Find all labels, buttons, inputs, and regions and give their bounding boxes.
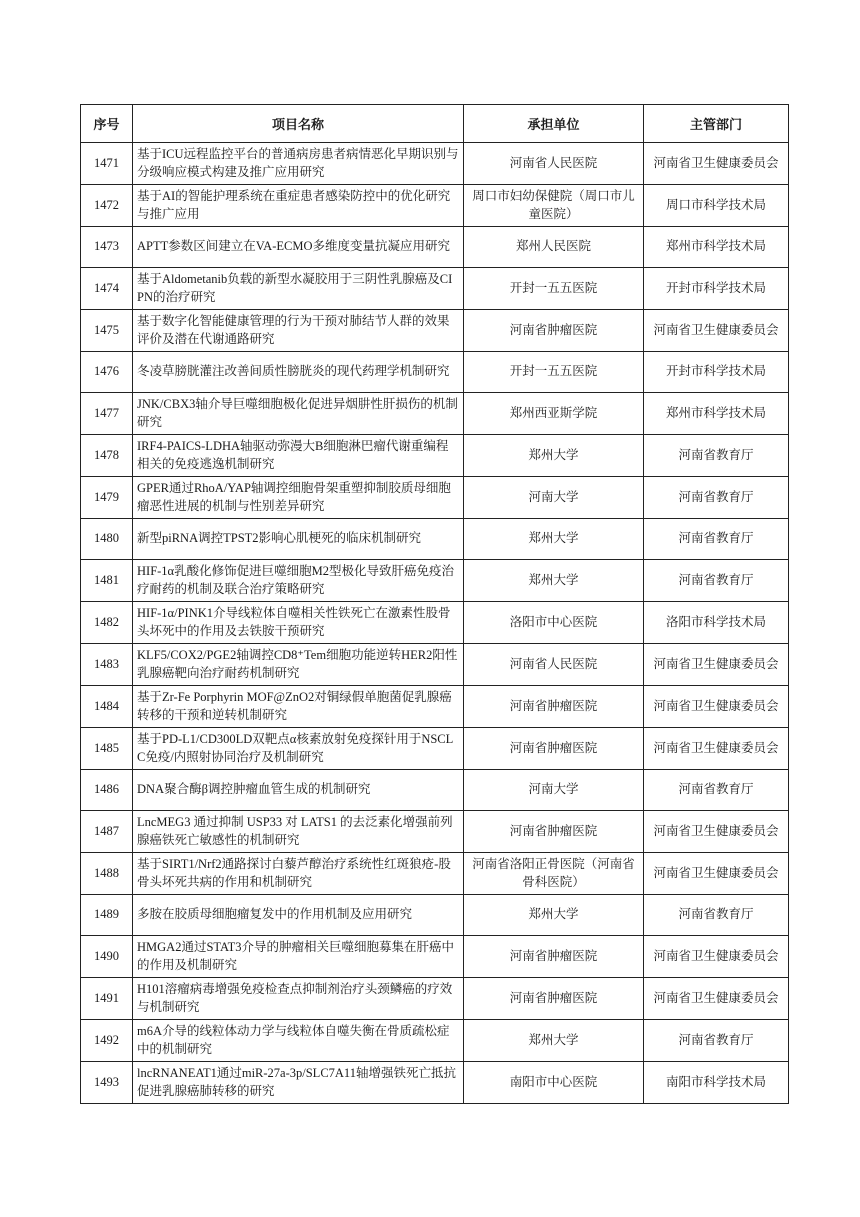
table-row	[81, 477, 789, 519]
cell-index: 1478	[81, 435, 133, 477]
cell-project-name: 基于SIRT1/Nrf2通路探讨白藜芦醇治疗系统性红斑狼疮-股骨头坏死共病的作用和机制研究	[133, 853, 464, 895]
cell-index: 1492	[81, 1020, 133, 1062]
header-row	[81, 105, 789, 143]
cell-project-name: HMGA2通过STAT3介导的肿瘤相关巨噬细胞募集在肝癌中的作用及机制研究	[133, 936, 464, 978]
table-row	[81, 1062, 789, 1104]
cell-project-name: 基于Aldometanib负载的新型水凝胶用于三阴性乳腺癌及CIPN的治疗研究	[133, 268, 464, 310]
table-row	[81, 602, 789, 644]
cell-project-name: 多胺在胶质母细胞瘤复发中的作用机制及应用研究	[133, 895, 464, 936]
cell-project-name: GPER通过RhoA/YAP轴调控细胞骨架重塑抑制胶质母细胞瘤恶性进展的机制与性别差异研究	[133, 477, 464, 519]
projects-table-container	[80, 104, 788, 1104]
cell-project-name: JNK/CBX3轴介导巨噬细胞极化促进异烟肼性肝损伤的机制研究	[133, 393, 464, 435]
cell-index: 1473	[81, 227, 133, 268]
table-row	[81, 978, 789, 1020]
cell-unit: 河南省人民医院	[464, 644, 644, 686]
col-header-department: 主管部门	[644, 105, 789, 143]
cell-index: 1488	[81, 853, 133, 895]
cell-department: 河南省卫生健康委员会	[644, 811, 789, 853]
table-row	[81, 728, 789, 770]
cell-unit: 河南大学	[464, 770, 644, 811]
cell-project-name: HIF-1α乳酸化修饰促进巨噬细胞M2型极化导致肝癌免疫治疗耐药的机制及联合治疗策略研究	[133, 560, 464, 602]
projects-table	[80, 104, 789, 1104]
table-row	[81, 393, 789, 435]
cell-project-name: LncMEG3 通过抑制 USP33 对 LATS1 的去泛素化增强前列腺癌铁死亡敏感性的机制研究	[133, 811, 464, 853]
cell-project-name: HIF-1α/PINK1介导线粒体自噬相关性铁死亡在激素性股骨头坏死中的作用及去铁胺干预研究	[133, 602, 464, 644]
cell-project-name: lncRNANEAT1通过miR-27a-3p/SLC7A11轴增强铁死亡抵抗促进乳腺癌肺转移的研究	[133, 1062, 464, 1104]
cell-project-name: H101溶瘤病毒增强免疫检查点抑制剂治疗头颈鳞癌的疗效与机制研究	[133, 978, 464, 1020]
cell-index: 1483	[81, 644, 133, 686]
cell-index: 1486	[81, 770, 133, 811]
table-row	[81, 560, 789, 602]
cell-department: 洛阳市科学技术局	[644, 602, 789, 644]
cell-index: 1477	[81, 393, 133, 435]
cell-project-name: 基于数字化智能健康管理的行为干预对肺结节人群的效果评价及潜在代谢通路研究	[133, 310, 464, 352]
cell-project-name: APTT参数区间建立在VA-ECMO多维度变量抗凝应用研究	[133, 227, 464, 268]
cell-project-name: 基于Zr-Fe Porphyrin MOF@ZnO2对铜绿假单胞菌促乳腺癌转移的干预和逆转机制研究	[133, 686, 464, 728]
cell-project-name: 基于PD-L1/CD300LD双靶点α核素放射免疫探针用于NSCLC免疫/内照射协同治疗及机制研究	[133, 728, 464, 770]
cell-department: 河南省卫生健康委员会	[644, 728, 789, 770]
cell-department: 南阳市科学技术局	[644, 1062, 789, 1104]
table-row	[81, 895, 789, 936]
col-header-project-name: 项目名称	[133, 105, 464, 143]
cell-unit: 开封一五五医院	[464, 268, 644, 310]
cell-index: 1471	[81, 143, 133, 185]
cell-unit: 南阳市中心医院	[464, 1062, 644, 1104]
table-row	[81, 185, 789, 227]
table-row	[81, 644, 789, 686]
cell-index: 1491	[81, 978, 133, 1020]
cell-unit: 郑州大学	[464, 895, 644, 936]
cell-project-name: IRF4-PAICS-LDHA轴驱动弥漫大B细胞淋巴瘤代谢重编程相关的免疫逃逸机制研究	[133, 435, 464, 477]
cell-department: 河南省教育厅	[644, 519, 789, 560]
cell-index: 1485	[81, 728, 133, 770]
cell-department: 河南省教育厅	[644, 477, 789, 519]
cell-index: 1481	[81, 560, 133, 602]
cell-index: 1490	[81, 936, 133, 978]
cell-unit: 河南省肿瘤医院	[464, 686, 644, 728]
cell-unit: 郑州大学	[464, 1020, 644, 1062]
cell-unit: 河南省肿瘤医院	[464, 978, 644, 1020]
cell-index: 1482	[81, 602, 133, 644]
cell-unit: 开封一五五医院	[464, 352, 644, 393]
cell-index: 1489	[81, 895, 133, 936]
cell-department: 河南省教育厅	[644, 435, 789, 477]
cell-department: 河南省教育厅	[644, 1020, 789, 1062]
cell-project-name: 基于AI的智能护理系统在重症患者感染防控中的优化研究与推广应用	[133, 185, 464, 227]
cell-department: 郑州市科学技术局	[644, 227, 789, 268]
table-row	[81, 811, 789, 853]
table-row	[81, 770, 789, 811]
cell-index: 1474	[81, 268, 133, 310]
table-row	[81, 853, 789, 895]
cell-index: 1484	[81, 686, 133, 728]
cell-unit: 郑州大学	[464, 519, 644, 560]
cell-department: 河南省卫生健康委员会	[644, 853, 789, 895]
cell-department: 河南省卫生健康委员会	[644, 143, 789, 185]
table-row	[81, 143, 789, 185]
cell-project-name: DNA聚合酶β调控肿瘤血管生成的机制研究	[133, 770, 464, 811]
cell-unit: 河南省人民医院	[464, 143, 644, 185]
cell-index: 1475	[81, 310, 133, 352]
cell-department: 河南省卫生健康委员会	[644, 310, 789, 352]
cell-project-name: 基于ICU远程监控平台的普通病房患者病情恶化早期识别与分级响应模式构建及推广应用研究	[133, 143, 464, 185]
table-row	[81, 352, 789, 393]
cell-unit: 河南省肿瘤医院	[464, 936, 644, 978]
cell-department: 郑州市科学技术局	[644, 393, 789, 435]
table-row	[81, 1020, 789, 1062]
cell-index: 1472	[81, 185, 133, 227]
cell-unit: 郑州人民医院	[464, 227, 644, 268]
cell-department: 河南省教育厅	[644, 560, 789, 602]
cell-unit: 河南省肿瘤医院	[464, 811, 644, 853]
cell-project-name: 新型piRNA调控TPST2影响心肌梗死的临床机制研究	[133, 519, 464, 560]
cell-project-name: m6A介导的线粒体动力学与线粒体自噬失衡在骨质疏松症中的机制研究	[133, 1020, 464, 1062]
cell-department: 河南省卫生健康委员会	[644, 978, 789, 1020]
table-row	[81, 227, 789, 268]
table-row	[81, 310, 789, 352]
cell-index: 1476	[81, 352, 133, 393]
table-row	[81, 519, 789, 560]
cell-department: 开封市科学技术局	[644, 268, 789, 310]
cell-unit: 洛阳市中心医院	[464, 602, 644, 644]
cell-project-name: 冬凌草膀胱灌注改善间质性膀胱炎的现代药理学机制研究	[133, 352, 464, 393]
cell-unit: 郑州大学	[464, 435, 644, 477]
cell-project-name: KLF5/COX2/PGE2轴调控CD8⁺Tem细胞功能逆转HER2阳性乳腺癌靶向治疗耐药机制研究	[133, 644, 464, 686]
cell-department: 河南省卫生健康委员会	[644, 936, 789, 978]
col-header-index: 序号	[81, 105, 133, 143]
cell-department: 河南省卫生健康委员会	[644, 644, 789, 686]
cell-unit: 周口市妇幼保健院（周口市儿童医院）	[464, 185, 644, 227]
table-row	[81, 936, 789, 978]
cell-unit: 河南省洛阳正骨医院（河南省骨科医院）	[464, 853, 644, 895]
cell-index: 1493	[81, 1062, 133, 1104]
cell-department: 开封市科学技术局	[644, 352, 789, 393]
table-row	[81, 435, 789, 477]
table-row	[81, 268, 789, 310]
table-body	[81, 143, 789, 1104]
cell-unit: 河南省肿瘤医院	[464, 310, 644, 352]
cell-unit: 河南大学	[464, 477, 644, 519]
cell-unit: 郑州西亚斯学院	[464, 393, 644, 435]
col-header-unit: 承担单位	[464, 105, 644, 143]
cell-index: 1479	[81, 477, 133, 519]
table-row	[81, 686, 789, 728]
cell-department: 河南省教育厅	[644, 770, 789, 811]
cell-index: 1487	[81, 811, 133, 853]
cell-unit: 河南省肿瘤医院	[464, 728, 644, 770]
cell-department: 河南省教育厅	[644, 895, 789, 936]
cell-department: 河南省卫生健康委员会	[644, 686, 789, 728]
cell-unit: 郑州大学	[464, 560, 644, 602]
cell-department: 周口市科学技术局	[644, 185, 789, 227]
cell-index: 1480	[81, 519, 133, 560]
